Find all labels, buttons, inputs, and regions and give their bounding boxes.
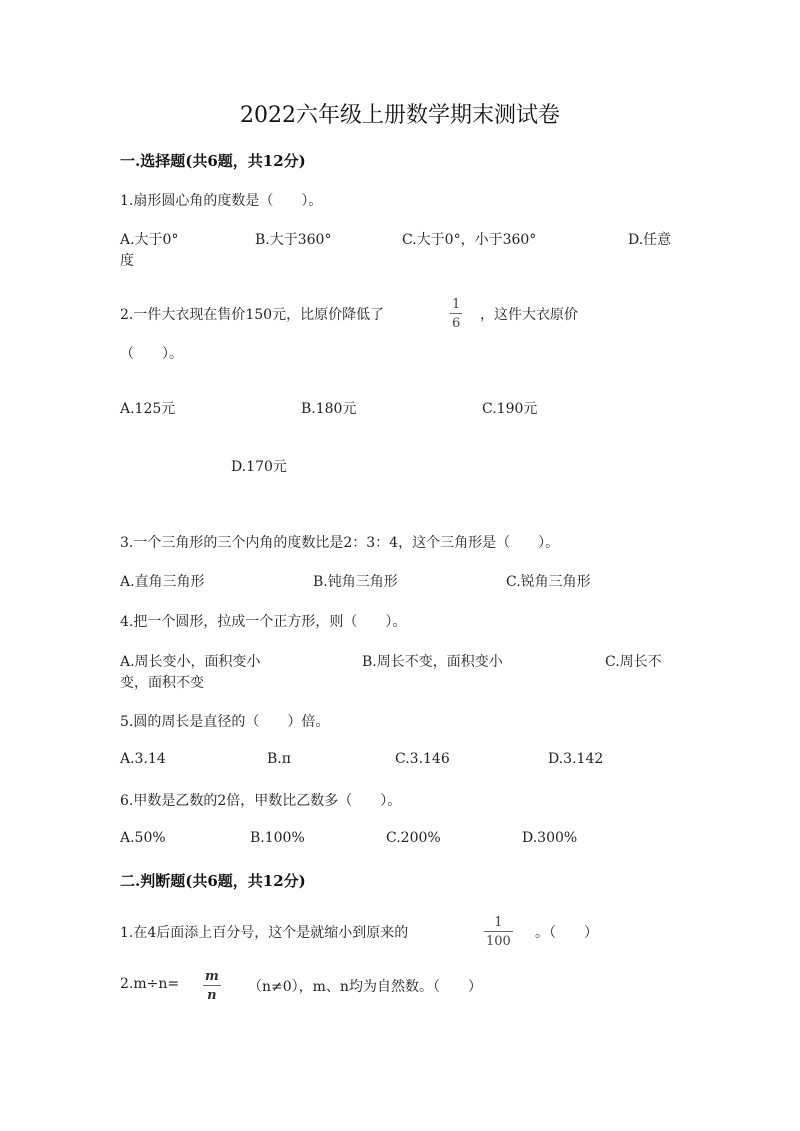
- question-text: 5.圆的周长是直径的（ ）倍。: [120, 714, 330, 730]
- fraction: [203, 970, 221, 1002]
- question-text: 1.在4后面添上百分号，这个是就缩小到原来的: [120, 925, 409, 941]
- question-text: 4.把一个圆形，拉成一个正方形，则（ ）。: [120, 614, 407, 630]
- fraction-numerator: 1: [494, 915, 503, 930]
- question-text-cont: （n≠0），m、n均为自然数。（ ）: [248, 979, 482, 995]
- option-d: D.3.142: [548, 751, 604, 767]
- option-wrap-text: 变，面积不变: [120, 675, 204, 691]
- question-text-cont: ，这件大衣原价: [480, 307, 578, 323]
- option-a: A.125元: [120, 401, 176, 417]
- option-c: C.3.146: [395, 751, 450, 767]
- option-a: A.大于0°: [120, 232, 179, 248]
- question-text: 2.m÷n=: [120, 976, 180, 992]
- question-text: 1.扇形圆心角的度数是（ ）。: [120, 193, 323, 209]
- option-c: C.200%: [386, 830, 441, 846]
- option-b: B.大于360°: [255, 232, 332, 248]
- option-wrap-text: 度: [120, 253, 134, 269]
- option-a: A.3.14: [120, 751, 166, 767]
- option-a: A.周长变小，面积变小: [120, 654, 261, 670]
- question-text: 3.一个三角形的三个内角的度数比是2：3：4，这个三角形是（ ）。: [120, 535, 560, 551]
- fraction-denominator: 100: [486, 934, 511, 949]
- option-b: B.钝角三角形: [313, 574, 398, 590]
- option-c: C.锐角三角形: [506, 574, 591, 590]
- option-d: D.300%: [522, 830, 578, 846]
- fraction-numerator: 1: [452, 297, 461, 312]
- option-b: B.周长不变，面积变小: [362, 654, 503, 670]
- question-blank: （ ）。: [120, 346, 183, 362]
- section-heading-judge: 二.判断题(共6题，共12分): [120, 872, 306, 890]
- option-a: A.50%: [120, 830, 166, 846]
- option-c: C.周长不: [605, 654, 662, 670]
- fraction-numerator: m: [205, 969, 219, 984]
- option-d: D.任意: [628, 232, 672, 248]
- question-text: 2.一件大衣现在售价150元，比原价降低了: [120, 307, 385, 323]
- option-c: C.大于0°，小于360°: [402, 232, 537, 248]
- option-b: B.100%: [250, 830, 305, 846]
- option-b: B.π: [267, 751, 291, 767]
- fraction-denominator: 6: [452, 316, 461, 331]
- page-title: 2022六年级上册数学期末测试卷: [240, 103, 560, 128]
- fraction-denominator: n: [207, 988, 217, 1003]
- option-b: B.180元: [301, 401, 357, 417]
- section-heading-choice: 一.选择题(共6题，共12分): [120, 152, 306, 170]
- option-c: C.190元: [482, 401, 538, 417]
- question-text: 6.甲数是乙数的2倍，甲数比乙数多（ ）。: [120, 793, 402, 809]
- question-text-cont: 。（ ）: [535, 925, 598, 941]
- option-a: A.直角三角形: [120, 574, 205, 590]
- fraction: [450, 298, 462, 330]
- fraction: [484, 916, 513, 948]
- option-d: D.170元: [231, 459, 287, 475]
